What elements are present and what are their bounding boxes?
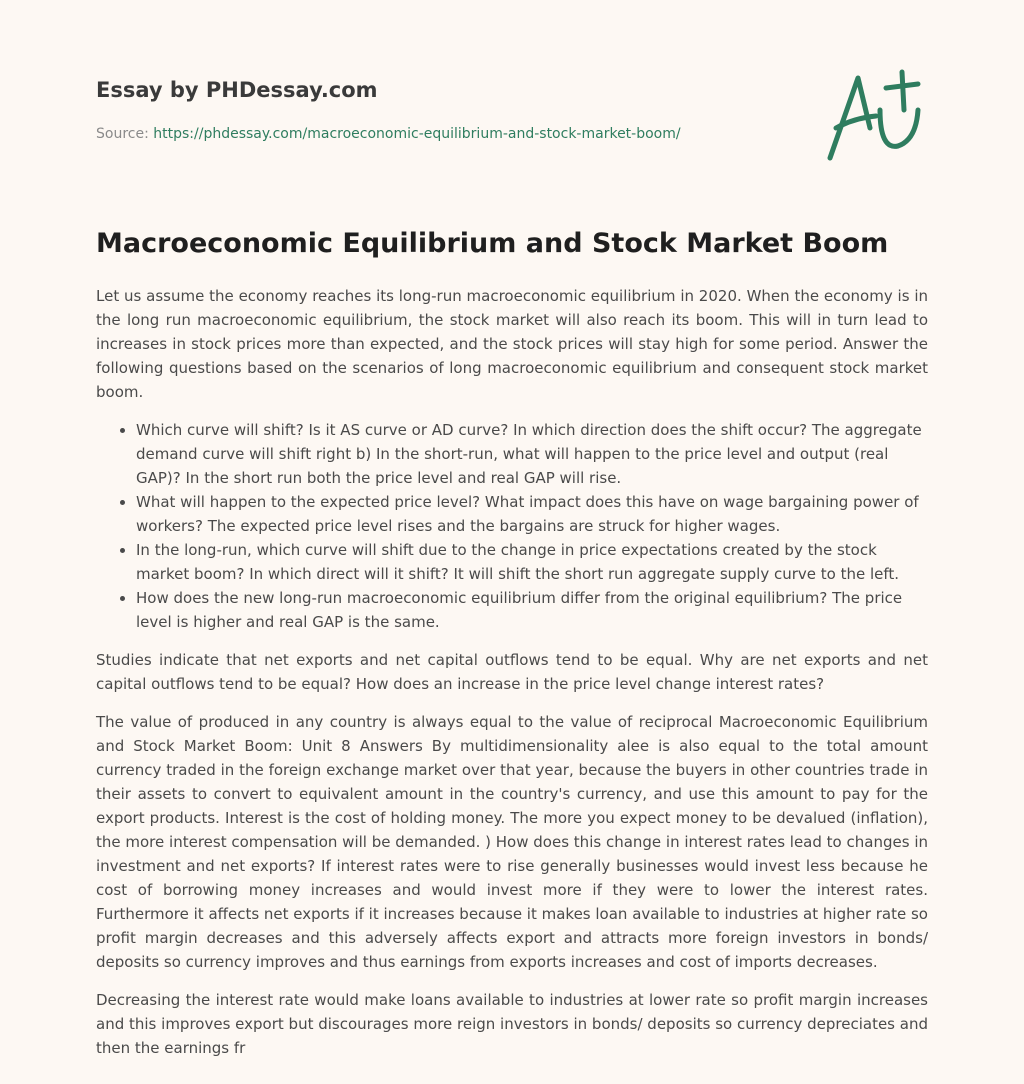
source-link[interactable]: https://phdessay.com/macroeconomic-equilibrium-and-stock-market-boom/: [153, 126, 681, 142]
list-item: • In the long-run, which curve will shift due to the change in price expectations created by the stock market boom? In which direct will it shift? It will shift the short run aggregate supply curve to the left.: [136, 538, 928, 586]
list-item: • What will happen to the expected price level? What impact does this have on wage bargaining power of workers? The expected price level rises and the bargains are struck for higher wages.: [136, 490, 928, 538]
a-plus-grade-icon: [818, 66, 930, 166]
intro-paragraph: Let us assume the economy reaches its long-run macroeconomic equilibrium in 2020. When the economy is in the long run macroeconomic equilibrium, the stock market will also reach its boom. This will in turn lead to increases in stock prices more than expected, and the stock prices will stay high for some period. Answer the following questions based on the scenarios of long macroeconomic equilibrium and consequent stock market boom.: [96, 287, 928, 401]
body-paragraph: Studies indicate that net exports and net capital outflows tend to be equal. Why are net exports and net capital outflows tend to be equal? How does an increase in the price level change interest rates?: [96, 651, 928, 693]
body-paragraph: The value of produced in any country is always equal to the value of reciprocal Macroeconomic Equilibrium and Stock Market Boom: Unit 8 Answers By multidimensionality alee is also equal to the total amount currency traded in the foreign exchange market over that year, because the buyers in other countries trade in their assets to convert to equivalent amount in the country's currency, and use this amount to pay for the export products. Interest is the cost of holding money. The more you expect money to be devalued (inflation), the more interest compensation will be demanded. ) How does this change in interest rates lead to changes in investment and net exports? If interest rates were to rise generally businesses would invest less because he cost of borrowing money increases and would invest more if they were to lower the interest rates. Furthermore it affects net exports if it increases because it makes loan available to industries at higher rate so profit margin decreases and this adversely affects export and attracts more foreign investors in bonds/ deposits so currency improves and thus earnings from exports increases and cost of imports decreases.: [96, 713, 928, 971]
page-header: [96, 76, 796, 144]
source-label: Source:: [96, 126, 149, 142]
source-line: [96, 124, 796, 144]
list-item: • Which curve will shift? Is it AS curve or AD curve? In which direction does the shift occur? The aggregate demand curve will shift right b) In the short-run, what will happen to the price level and output (real GAP)? In the short run both the price level and real GAP will rise.: [136, 418, 928, 490]
list-item: • How does the new long-run macroeconomic equilibrium differ from the original equilibrium? The price level is higher and real GAP is the same.: [136, 586, 928, 634]
question-list: [96, 418, 928, 634]
article: [96, 224, 928, 1060]
site-brand: Essay by PHDessay.com: [96, 78, 378, 102]
article-title: Macroeconomic Equilibrium and Stock Market Boom: [96, 228, 889, 259]
body-paragraph: Decreasing the interest rate would make loans available to industries at lower rate so profit margin increases and this improves export but discourages more reign investors in bonds/ deposits so currency depreciates and then the earnings fr: [96, 991, 928, 1057]
